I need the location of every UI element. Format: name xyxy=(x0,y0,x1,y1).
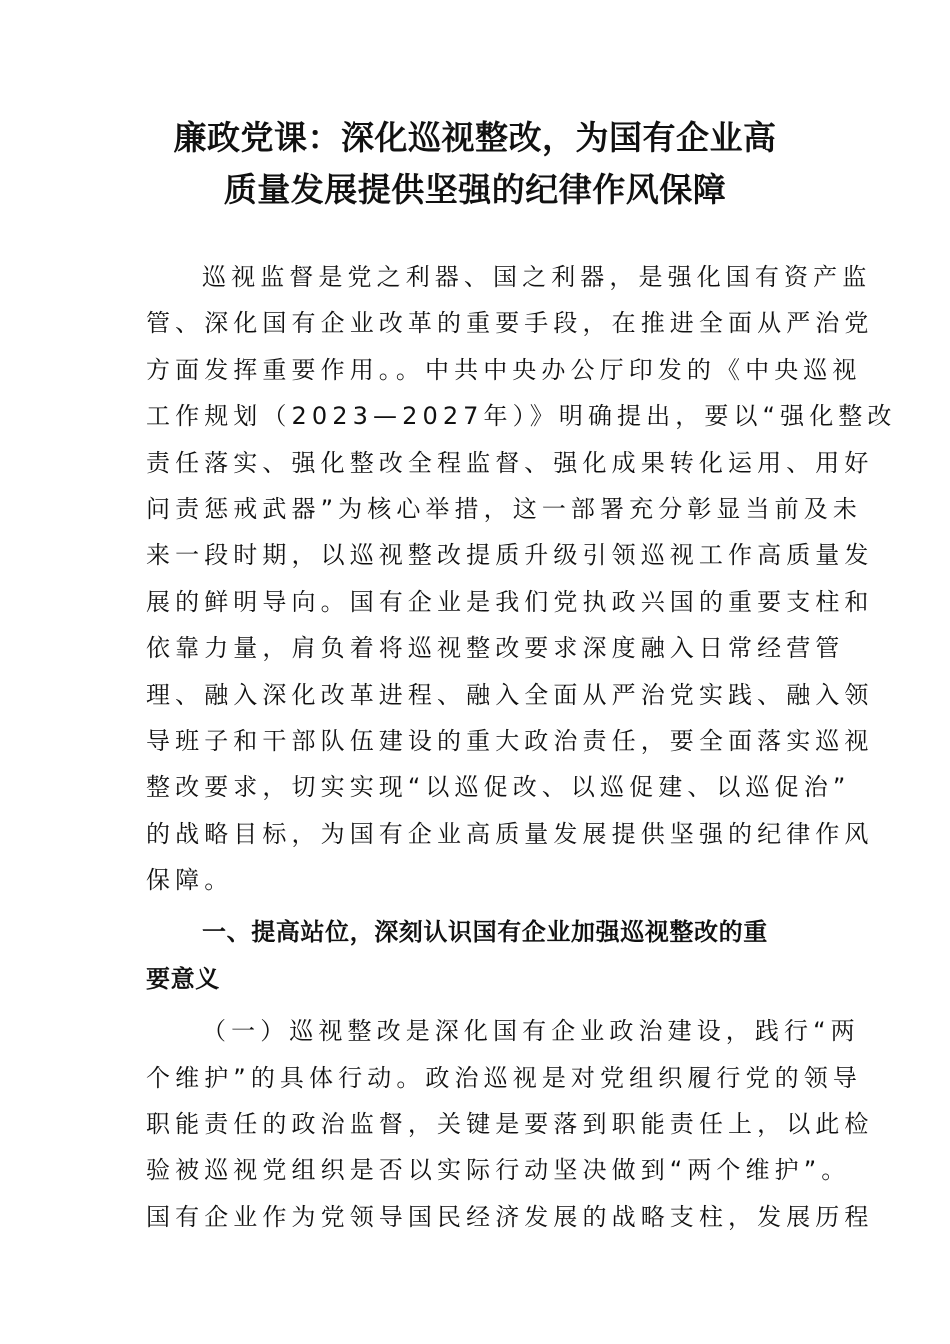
text-line: 依靠力量，肩负着将巡视整改要求深度融入日常经营管 xyxy=(146,634,845,663)
text-line: 责任落实、强化整改全程监督、强化成果转化运用、用好 xyxy=(146,448,874,477)
text-line: （一）巡视整改是深化国有企业政治建设，践行“两 xyxy=(202,1017,860,1046)
title-line-2: 质量发展提供坚强的纪律作风保障 xyxy=(223,170,727,209)
text-line: 整改要求，切实实现“以巡促改、以巡促建、以巡促治” xyxy=(146,773,851,802)
text-line: 个维护”的具体行动。政治巡视是对党组织履行党的领导 xyxy=(146,1063,862,1092)
text-line: 展的鲜明导向。国有企业是我们党执政兴国的重要支柱和 xyxy=(146,587,874,616)
text-line: 保障。 xyxy=(146,866,234,895)
text-line: 职能责任的政治监督，关键是要落到职能责任上，以此检 xyxy=(146,1110,874,1139)
document-title xyxy=(140,112,810,216)
heading-line: 一、提高站位，深刻认识国有企业加强巡视整改的重 xyxy=(202,918,768,947)
text-line: 管、深化国有企业改革的重要手段，在推进全面从严治党 xyxy=(146,309,874,338)
text-line: 国有企业作为党领导国民经济发展的战略支柱，发展历程 xyxy=(146,1202,874,1231)
text-line: 工作规划（2023—2027年）》明确提出，要以“强化整改 xyxy=(146,402,897,431)
text-line: 问责惩戒武器”为核心举措，这一部署充分彰显当前及未 xyxy=(146,494,862,523)
text-line: 理、融入深化改革进程、融入全面从严治党实践、融入领 xyxy=(146,680,874,709)
intro-paragraph xyxy=(146,254,897,903)
text-line: 导班子和干部队伍建设的重大政治责任，要全面落实巡视 xyxy=(146,726,874,755)
text-line: 方面发挥重要作用。。中共中央办公厅印发的《中央巡视 xyxy=(146,355,862,384)
text-line: 验被巡视党组织是否以实际行动坚决做到“两个维护”。 xyxy=(146,1156,851,1185)
text-line: 巡视监督是党之利器、国之利器，是强化国有资产监 xyxy=(202,263,872,291)
heading-line: 要意义 xyxy=(146,964,220,993)
title-line-1: 廉政党课：深化巡视整改，为国有企业高 xyxy=(173,118,777,157)
section-heading xyxy=(146,909,806,1002)
subsection-paragraph xyxy=(146,1008,874,1240)
text-line: 来一段时期，以巡视整改提质升级引领巡视工作高质量发 xyxy=(146,541,874,570)
text-line: 的战略目标，为国有企业高质量发展提供坚强的纪律作风 xyxy=(146,819,874,848)
document-body xyxy=(146,254,897,1240)
